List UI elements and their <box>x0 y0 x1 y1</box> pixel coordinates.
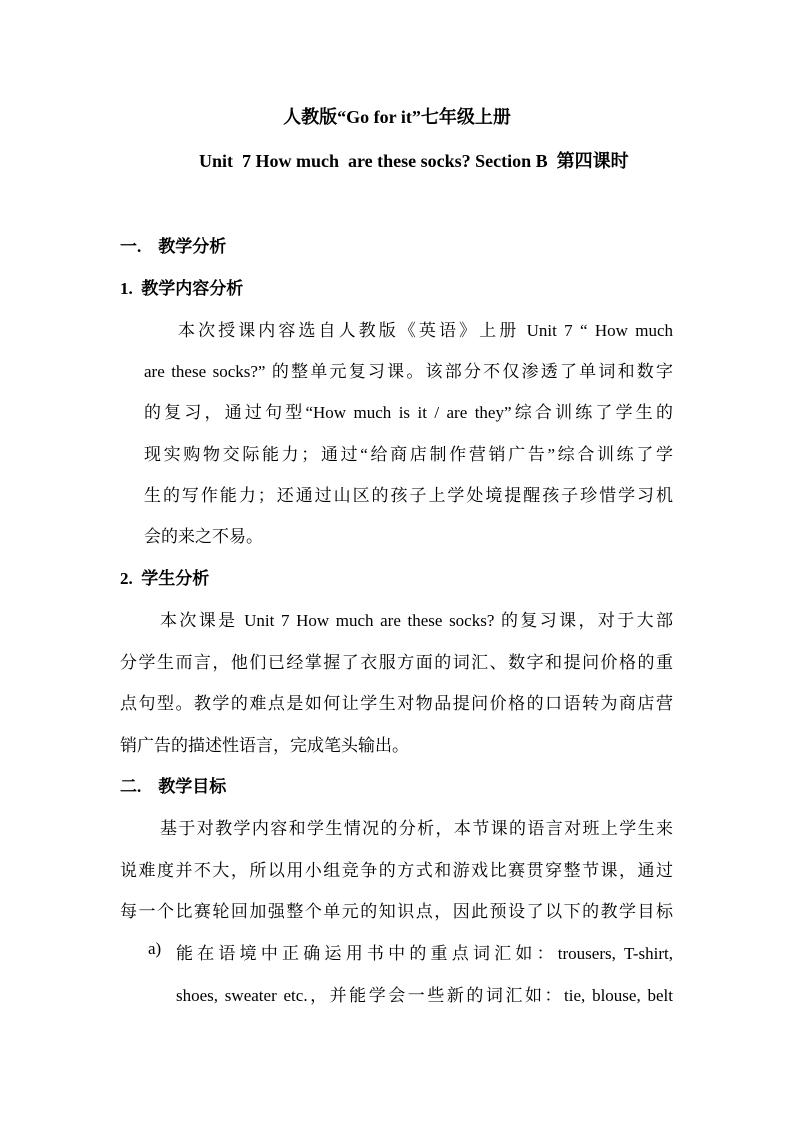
paragraph-line: 每一个比赛轮回加强整个单元的知识点，因此预设了以下的教学目标 <box>120 902 673 921</box>
subsection-1-heading: 1. 教学内容分析 <box>120 279 244 298</box>
subsection-2-heading: 2. 学生分析 <box>120 569 210 588</box>
paragraph-line: 说难度并不大，所以用小组竞争的方式和游戏比赛贯穿整节课，通过 <box>120 861 673 880</box>
paragraph-line: 销广告的描述性语言，完成笔头输出。 <box>120 736 409 755</box>
section-1-heading: 一. 教学分析 <box>120 237 227 256</box>
paragraph-line: are these socks?” 的整单元复习课。该部分不仅渗透了单词和数字 <box>144 362 673 381</box>
document-subtitle: Unit 7 How much are these socks? Section B 第四课时 <box>199 151 629 171</box>
paragraph-line: 基于对教学内容和学生情况的分析，本节课的语言对班上学生来 <box>160 819 673 838</box>
list-marker: a) <box>148 939 162 958</box>
section-2-heading: 二. 教学目标 <box>120 777 227 796</box>
paragraph-line: 本次授课内容选自人教版《英语》上册 Unit 7 “ How much <box>178 321 673 340</box>
paragraph-line: 现实购物交际能力；通过“给商店制作营销广告”综合训练了学 <box>144 445 673 464</box>
paragraph-line: 的复习，通过句型“How much is it / are they”综合训练了学生的 <box>144 403 673 422</box>
paragraph-line: 会的来之不易。 <box>144 527 263 546</box>
paragraph-line: 本次课是 Unit 7 How much are these socks? 的复习课，对于大部 <box>160 611 673 630</box>
list-item-line: 能在语境中正确运用书中的重点词汇如：trousers, T-shirt, <box>176 944 673 963</box>
paragraph-line: 点句型。教学的难点是如何让学生对物品提问价格的口语转为商店营 <box>120 694 673 713</box>
paragraph-line: 生的写作能力；还通过山区的孩子上学处境提醒孩子珍惜学习机 <box>144 486 673 505</box>
list-item-line: shoes, sweater etc.，并能学会一些新的词汇如：tie, blouse, belt <box>176 986 673 1005</box>
document-title: 人教版“Go for it”七年级上册 <box>283 107 511 127</box>
paragraph-line: 分学生而言，他们已经掌握了衣服方面的词汇、数字和提问价格的重 <box>120 653 673 672</box>
